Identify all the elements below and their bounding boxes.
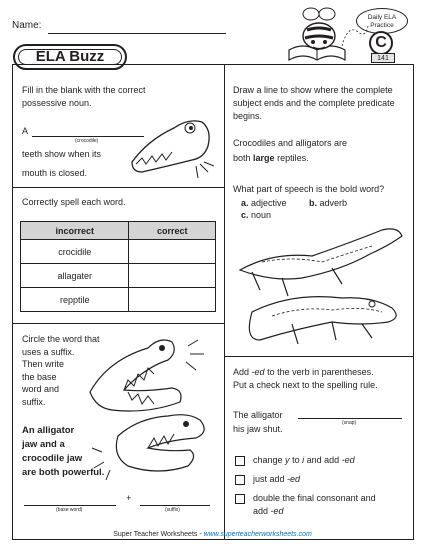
footer-link[interactable]: www.superteacherworksheets.com bbox=[203, 531, 312, 538]
blank-hint: (crocodile) bbox=[75, 138, 99, 144]
add-ed-instruction: Put a check next to the spelling rule. bbox=[233, 380, 378, 390]
daily-practice-badge: Daily ELA Practice bbox=[356, 8, 408, 34]
worksheet-title: ELA Buzz bbox=[13, 44, 127, 70]
base-word-hint: (base word) bbox=[56, 507, 83, 513]
answer-option-b[interactable]: b. adverb bbox=[309, 198, 348, 208]
practice-letter: C bbox=[369, 31, 393, 55]
divider bbox=[224, 356, 414, 357]
subject-predicate-sentence: both large reptiles. bbox=[233, 153, 309, 163]
suffix-sentence-line[interactable]: are both powerful. bbox=[22, 467, 105, 478]
misspelled-word: allagater bbox=[21, 264, 129, 288]
subject-predicate-sentence: Crocodiles and alligators are bbox=[233, 138, 348, 148]
footer: Super Teacher Worksheets - www.superteacherworksheets.com bbox=[113, 531, 312, 538]
correct-spelling-field[interactable] bbox=[129, 288, 216, 312]
bold-word: large bbox=[253, 153, 275, 163]
misspelled-word: crocidile bbox=[21, 240, 129, 264]
divider bbox=[12, 187, 224, 188]
column-header-incorrect: incorrect bbox=[21, 222, 129, 240]
base-word-blank[interactable] bbox=[24, 505, 116, 506]
sentence-line: mouth is closed. bbox=[22, 168, 88, 178]
sentence-start: A bbox=[22, 126, 29, 136]
rule-checkbox-1[interactable] bbox=[235, 456, 245, 466]
suffix-sentence-line[interactable]: An alligator bbox=[22, 425, 75, 436]
add-ed-sentence: The alligator bbox=[233, 410, 283, 420]
misspelled-word: repptile bbox=[21, 288, 129, 312]
practice-number: 141 bbox=[371, 53, 395, 63]
correct-spelling-field[interactable] bbox=[129, 240, 216, 264]
spelling-instruction: Correctly spell each word. bbox=[22, 197, 126, 207]
sentence-line: teeth show when its bbox=[22, 149, 102, 159]
spelling-rule-2: just add -ed bbox=[253, 474, 301, 484]
table-row bbox=[21, 264, 216, 288]
answer-option-a[interactable]: a. adjective bbox=[241, 198, 287, 208]
table-row bbox=[21, 240, 216, 264]
snapping-jaws-icon bbox=[88, 332, 216, 482]
alligators-illustration bbox=[232, 222, 408, 350]
plus-sign: + bbox=[126, 493, 132, 503]
suffix-instruction: Circle the word that uses a suffix. Then write the base word and suffix. bbox=[22, 334, 100, 407]
spelling-table bbox=[20, 221, 216, 312]
crocodile-head-icon bbox=[128, 100, 214, 184]
column-divider bbox=[224, 64, 225, 540]
possessive-instruction: Fill in the blank with the correct possessive noun. bbox=[22, 85, 146, 108]
name-label: Name: bbox=[12, 20, 42, 31]
add-ed-sentence: his jaw shut. bbox=[233, 424, 283, 434]
name-field[interactable] bbox=[48, 33, 226, 34]
verb-hint: (snap) bbox=[342, 420, 357, 426]
subject-predicate-instruction: Draw a line to show where the complete subject ends and the complete predicate begins. bbox=[233, 85, 395, 121]
spelling-rule-1: change y to i and add -ed bbox=[253, 455, 355, 465]
spelling-rule-3: double the final consonant and add -ed bbox=[253, 493, 376, 516]
add-ed-instruction: Add -ed to the verb in parentheses. bbox=[233, 367, 374, 377]
column-header-correct: correct bbox=[129, 222, 216, 240]
suffix-blank[interactable] bbox=[140, 505, 210, 506]
correct-spelling-field[interactable] bbox=[129, 264, 216, 288]
rule-checkbox-2[interactable] bbox=[235, 475, 245, 485]
table-row bbox=[21, 288, 216, 312]
suffix-sentence-line[interactable]: crocodile jaw bbox=[22, 453, 83, 464]
suffix-hint: (suffix) bbox=[165, 507, 180, 513]
answer-option-c[interactable]: c. noun bbox=[241, 210, 272, 220]
divider bbox=[12, 323, 224, 324]
part-of-speech-question: What part of speech is the bold word? bbox=[233, 184, 385, 194]
verb-answer-blank[interactable] bbox=[298, 418, 402, 419]
rule-checkbox-3[interactable] bbox=[235, 494, 245, 504]
suffix-sentence-line[interactable]: jaw and a bbox=[22, 439, 65, 450]
